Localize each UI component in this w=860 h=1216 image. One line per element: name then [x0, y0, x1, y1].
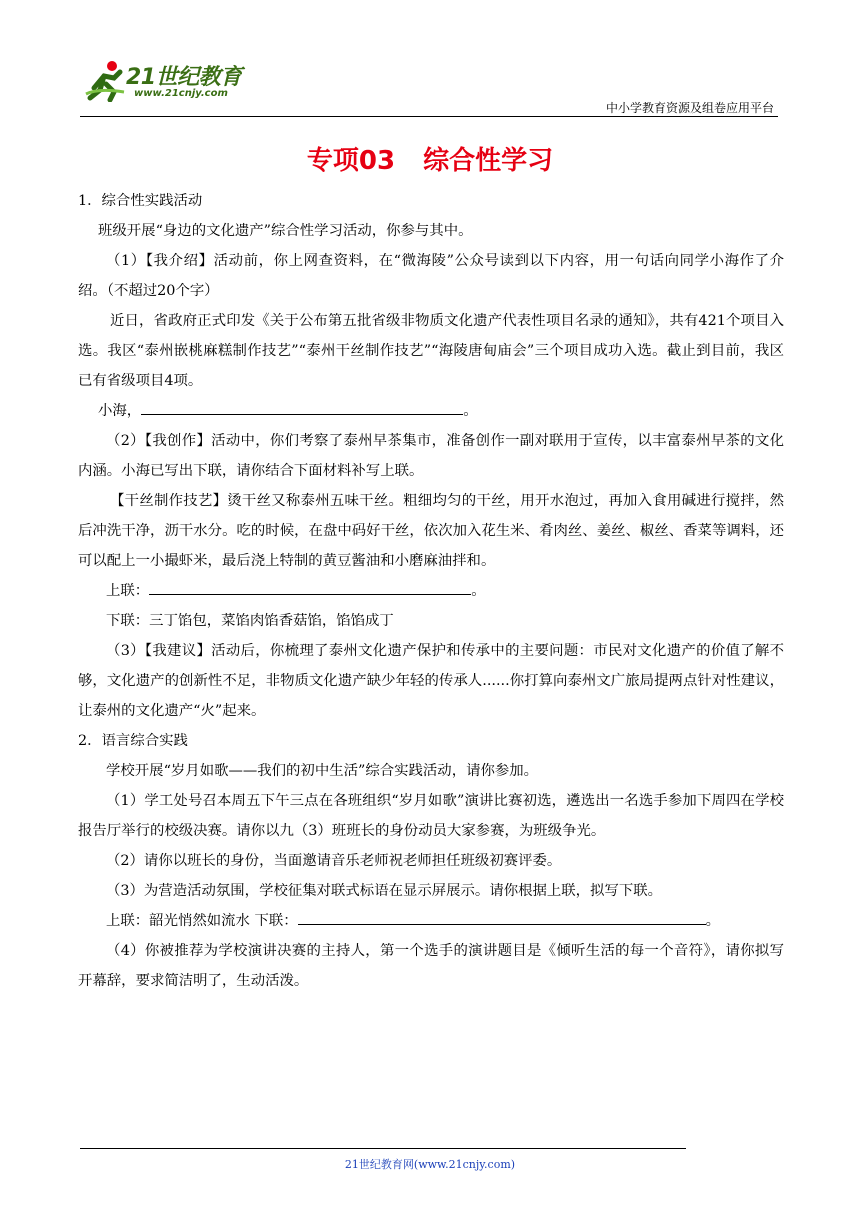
q2-couplet-line [78, 906, 784, 936]
q2-heading: 2．语言综合实践 [78, 733, 188, 749]
footer-text: 21世纪教育网(www.21cnjy.com) [344, 1158, 516, 1171]
q1-sub1: （1）【我介绍】活动前，你上网查资料，在“微海陵”公众号读到以下内容，用一句话向同学小海作了介绍。（不超过20个字） [78, 253, 784, 299]
q1-answer-line [78, 396, 784, 426]
upper-blank[interactable] [149, 576, 471, 595]
couplet-blank[interactable] [298, 906, 706, 925]
title-part-1: 专项03 [306, 146, 396, 176]
answer-prefix: 小海， [98, 403, 142, 419]
q2-sub2: （2）请你以班长的身份，当面邀请音乐老师祝老师担任班级初赛评委。 [106, 853, 562, 869]
upper-end: 。 [471, 583, 486, 599]
q1-sub3: （3）【我建议】活动后，你梳理了泰州文化遗产保护和传承中的主要问题：市民对文化遗产的价值了解不够，文化遗产的创新性不足，非物质文化遗产缺少年轻的传承人......你打算向泰州文广旅局提两点针对性建议，让泰州的文化遗产“火”起来。 [78, 643, 784, 719]
couplet-prefix: 上联：韶光悄然如流水 下联： [106, 913, 298, 929]
q2-sub3: （3）为营造活动氛围，学校征集对联式标语在显示屏展示。请你根据上联，拟写下联。 [106, 883, 663, 899]
site-logo [84, 58, 254, 104]
q2-sub4: （4）你被推荐为学校演讲决赛的主持人，第一个选手的演讲题目是《倾听生活的每一个音符》，请你拟写开幕辞，要求简洁明了，生动活泼。 [78, 943, 784, 989]
q1-sub2: （2）【我创作】活动中，你们考察了泰州早茶集市，准备创作一副对联用于宣传，以丰富泰州早茶的文化内涵。小海已写出下联，请你结合下面材料补写上联。 [78, 433, 784, 479]
q1-heading: 1．综合性实践活动 [78, 193, 203, 209]
logo-url: www.21cnjy.com [134, 88, 228, 99]
upper-label: 上联： [106, 583, 150, 599]
q1-lower-line: 下联：三丁馅包，菜馅肉馅香菇馅，馅馅成丁 [106, 613, 394, 629]
couplet-end: 。 [705, 913, 721, 929]
q2-sub1: （1）学工处号召本周五下午三点在各班组织“岁月如歌”演讲比赛初选，遴选出一名选手参加下周四在学校报告厅举行的校级决赛。请你以九（3）班班长的身份动员大家参赛，为班级争光。 [78, 793, 784, 839]
runner-icon [84, 58, 128, 102]
q1-intro: 班级开展“身边的文化遗产”综合性学习活动，你参与其中。 [98, 223, 473, 239]
page-title [0, 140, 860, 177]
q1-material1: 近日，省政府正式印发《关于公布第五批省级非物质文化遗产代表性项目名录的通知》，共有421个项目入选。我区“泰州嵌桃麻糕制作技艺”“泰州干丝制作技艺”“海陵唐甸庙会”三个项目成功入选。截止到目前，我区已有省级项目4项。 [78, 313, 784, 389]
document-body [78, 186, 784, 996]
header-divider [80, 116, 778, 117]
q2-intro: 学校开展“岁月如歌——我们的初中生活”综合实践活动，请你参加。 [106, 763, 539, 779]
answer-end: 。 [463, 403, 478, 419]
platform-name: 中小学教育资源及组卷应用平台 [605, 101, 774, 115]
title-part-2: 综合性学习 [423, 146, 554, 176]
footer-divider [80, 1148, 686, 1149]
q1-material2: 【干丝制作技艺】烫干丝又称泰州五味干丝。粗细均匀的干丝，用开水泡过，再加入食用碱进行搅拌，然后冲洗干净，沥干水分。吃的时候，在盘中码好干丝，依次加入花生米、肴肉丝、姜丝、椒丝、香菜等调料，还可以配上一小撮虾米，最后浇上特制的黄豆酱油和小磨麻油拌和。 [78, 493, 784, 569]
q1-upper-line [78, 576, 784, 606]
logo-text: 21世纪教育 [126, 65, 242, 90]
answer-blank[interactable] [141, 396, 463, 415]
